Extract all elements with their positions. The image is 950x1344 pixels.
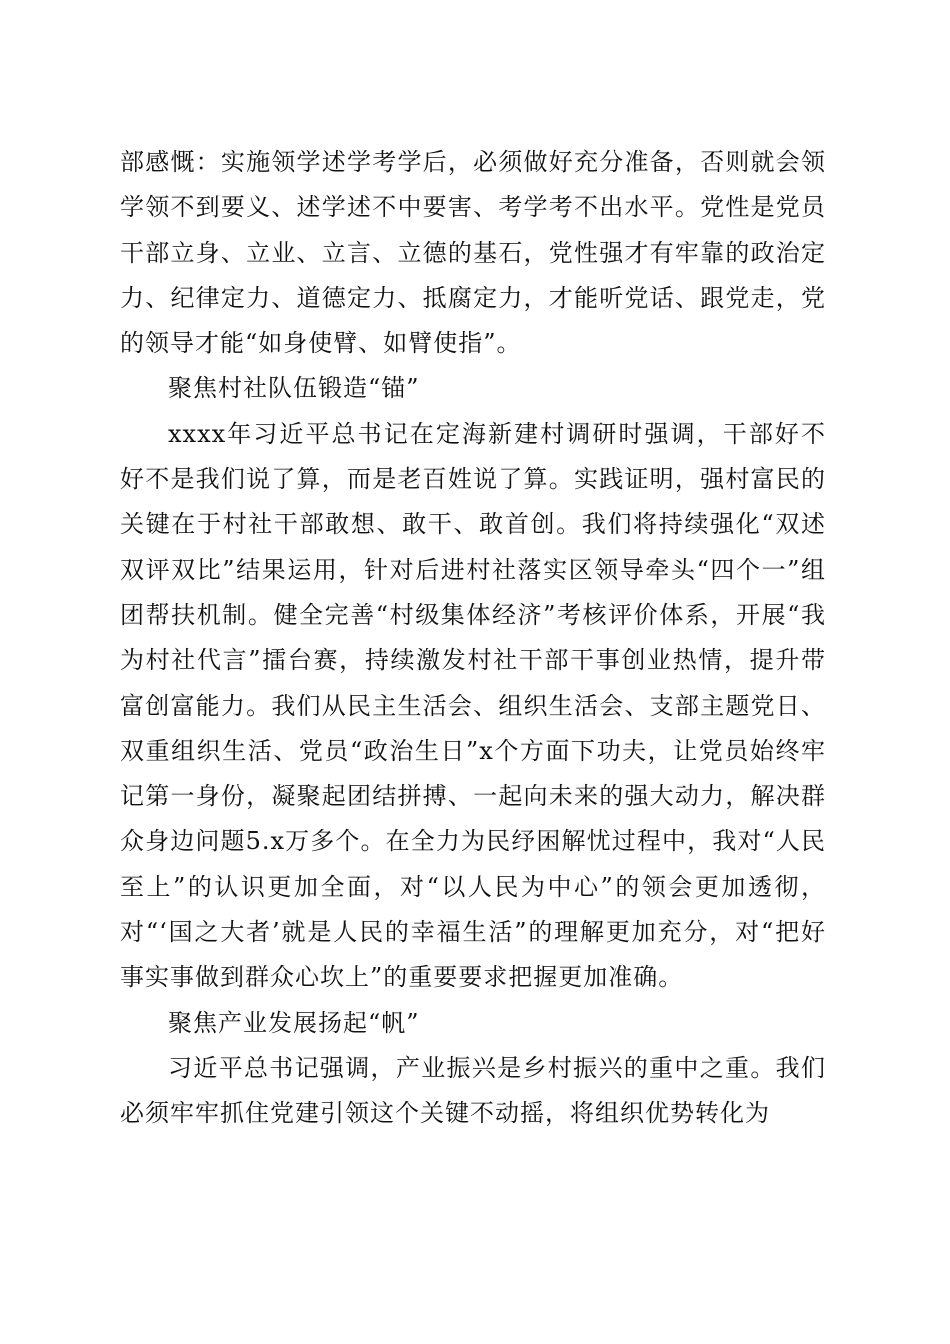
paragraph-village-cadres: xxxx年习近平总书记在定海新建村调研时强调，干部好不好不是我们说了算，而是老百姓说了算。实践证明，强村富民的关键在于村社干部敢想、敢干、敢首创。我们将持续强化“双述双评双比”结果运用，针对后进村社落实区领导牵头“四个一”组团帮扶机制。健全完善“村级集体经济”考核评价体系，开展“我为村社代言”擂台赛，持续激发村社干部干事创业热情，提升带富创富能力。我们从民主生活会、组织生活会、支部主题党日、双重组织生活、党员“政治生日”x个方面下功夫，让党员始终牢记第一身份，凝聚起团结拼搏、一起向未来的强大动力，解决群众身边问题5.x万多个。在全力为民纾困解忧过程中，我对“人民至上”的认识更加全面，对“以人民为中心”的领会更加透彻，对“‘国之大者’就是人民的幸福生活”的理解更加充分，对“把好事实事做到群众心坎上”的重要要求把握更加准确。 bbox=[120, 419, 826, 992]
paragraph-industry: 习近平总书记强调，产业振兴是乡村振兴的重中之重。我们必须牢牢抓住党建引领这个关键不动摇，将组织优势转化为 bbox=[120, 1053, 826, 1128]
paragraph-continuation: 部感慨：实施领学述学考学后，必须做好充分准备，否则就会领学领不到要义、述学述不中要害、考学考不出水平。党性是党员干部立身、立业、立言、立德的基石，党性强才有牢靠的政治定力、纪律定力、道德定力、抵腐定力，才能听党话、跟党走，党的领导才能“如身使臂、如臂使指”。 bbox=[120, 148, 826, 358]
document-body bbox=[120, 140, 826, 1137]
section-heading-anchor: 聚焦村社队伍锻造“锚” bbox=[168, 374, 420, 403]
section-heading-sail: 聚焦产业发展扬起“帆” bbox=[168, 1008, 420, 1037]
